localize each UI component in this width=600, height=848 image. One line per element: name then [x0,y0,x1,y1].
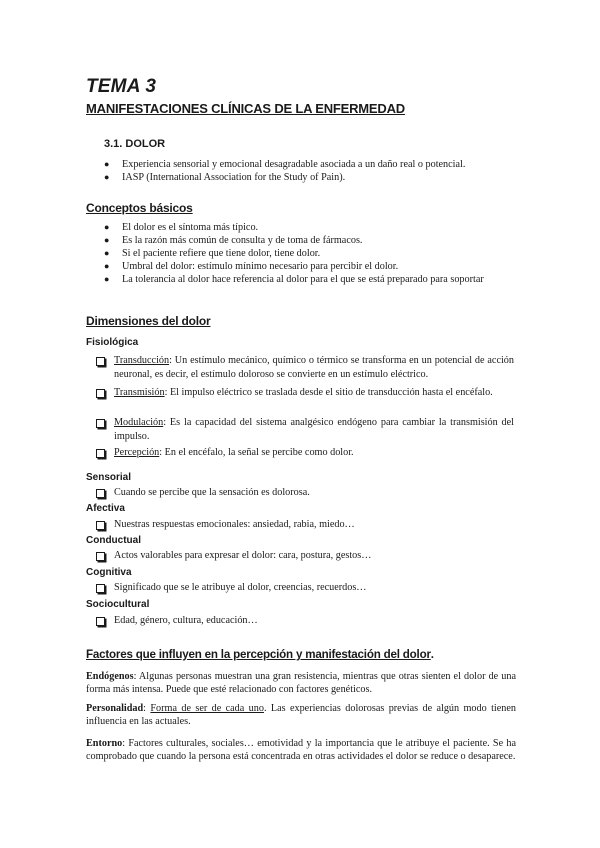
paragraph-personalidad: Personalidad: Forma de ser de cada uno. Las experiencias dolorosas previas de algún modo tienen influencia en las actuales. [86,703,516,727]
checkbox-icon [96,489,105,498]
dimensiones-heading: Dimensiones del dolor [86,314,211,328]
checklist-item-transmision: Transmisión: El impulso eléctrico se traslada desde el sitio de transducción hasta el encéfalo. [96,386,514,400]
bullet-icon: ● [104,261,110,271]
paragraph-entorno: Entorno: Factores culturales, sociales… emotividad y la importancia que le atribuye el paciente. Se ha comprobado que cuando la persona está concentrada en otras actividades el dolor se reduce o desaparece. [86,738,516,762]
checkbox-icon [96,419,105,428]
list-item: ● Experiencia sensorial y emocional desagradable asociada a un daño real o potencial. [104,159,466,170]
fisiologica-label: Fisiológica [86,337,139,348]
bullet-icon: ● [104,235,110,245]
conceptos-list [104,221,516,286]
checkbox-icon [96,389,105,398]
checkbox-icon [96,521,105,530]
checklist-item-transduccion: Transducción: Un estímulo mecánico, químico o térmico se transforma en un potencial de acción neuronal, es decir, el estímulo doloroso se convierte en un estímulo eléctrico. [96,354,514,381]
bullet-icon: ● [104,159,110,169]
factores-heading: Factores que influyen en la percepción y manifestación del dolor. [86,648,434,661]
cognitiva-label: Cognitiva [86,567,132,578]
term: Modulación [114,417,164,428]
intro-bullet-list [104,158,524,184]
bullet-icon: ● [104,172,110,182]
checkbox-icon [96,449,105,458]
chapter-title: MANIFESTACIONES CLÍNICAS DE LA ENFERMEDAD [86,101,405,116]
page-title: TEMA 3 [86,76,157,97]
checkbox-icon [96,552,105,561]
paragraph-endogenos: Endógenos: Algunas personas muestran una gran resistencia, mientras que otras sienten el dolor de una forma más intensa. Puede que esté relacionado con factores genéticos. [86,671,516,695]
checklist-item-percepcion: Percepción: En el encéfalo, la señal se percibe como dolor. [96,446,514,460]
list-item: ● Es la razón más común de consulta y de toma de fármacos. [104,235,363,246]
bullet-icon: ● [104,248,110,258]
list-item: ● Umbral del dolor: estímulo mínimo necesario para percibir el dolor. [104,261,399,272]
sociocultural-label: Sociocultural [86,599,150,610]
checklist-item-afectiva: Nuestras respuestas emocionales: ansiedad, rabia, miedo… [96,518,514,532]
checklist-item-sensorial: Cuando se percibe que la sensación es dolorosa. [96,486,514,500]
term: Percepción [114,447,160,458]
conductual-label: Conductual [86,535,141,546]
section-title: 3.1. DOLOR [104,138,166,150]
checklist-item-sociocultural: Edad, género, cultura, educación… [96,614,514,628]
bullet-icon: ● [104,222,110,232]
list-item: ● Si el paciente refiere que tiene dolor, tiene dolor. [104,248,321,259]
afectiva-label: Afectiva [86,503,125,514]
sensorial-label: Sensorial [86,472,132,483]
term: Transmisión [114,387,165,398]
checkbox-icon [96,357,105,366]
bullet-icon: ● [104,274,110,284]
list-item: ● IASP (International Association for the Study of Pain). [104,172,346,183]
list-item: ● La tolerancia al dolor hace referencia al dolor para el que se está preparado para soportar [104,274,484,285]
checkbox-icon [96,584,105,593]
checklist-item-modulacion: Modulación: Es la capacidad del sistema analgésico endógeno para cambiar la transmisión del impulso. [96,416,514,443]
checkbox-icon [96,617,105,626]
term: Transducción [114,355,170,366]
conceptos-heading: Conceptos básicos [86,201,193,215]
checklist-item-cognitiva: Significado que se le atribuye al dolor, creencias, recuerdos… [96,581,514,595]
checklist-item-conductual: Actos valorables para expresar el dolor: cara, postura, gestos… [96,549,514,563]
list-item: ● El dolor es el síntoma más típico. [104,222,259,233]
